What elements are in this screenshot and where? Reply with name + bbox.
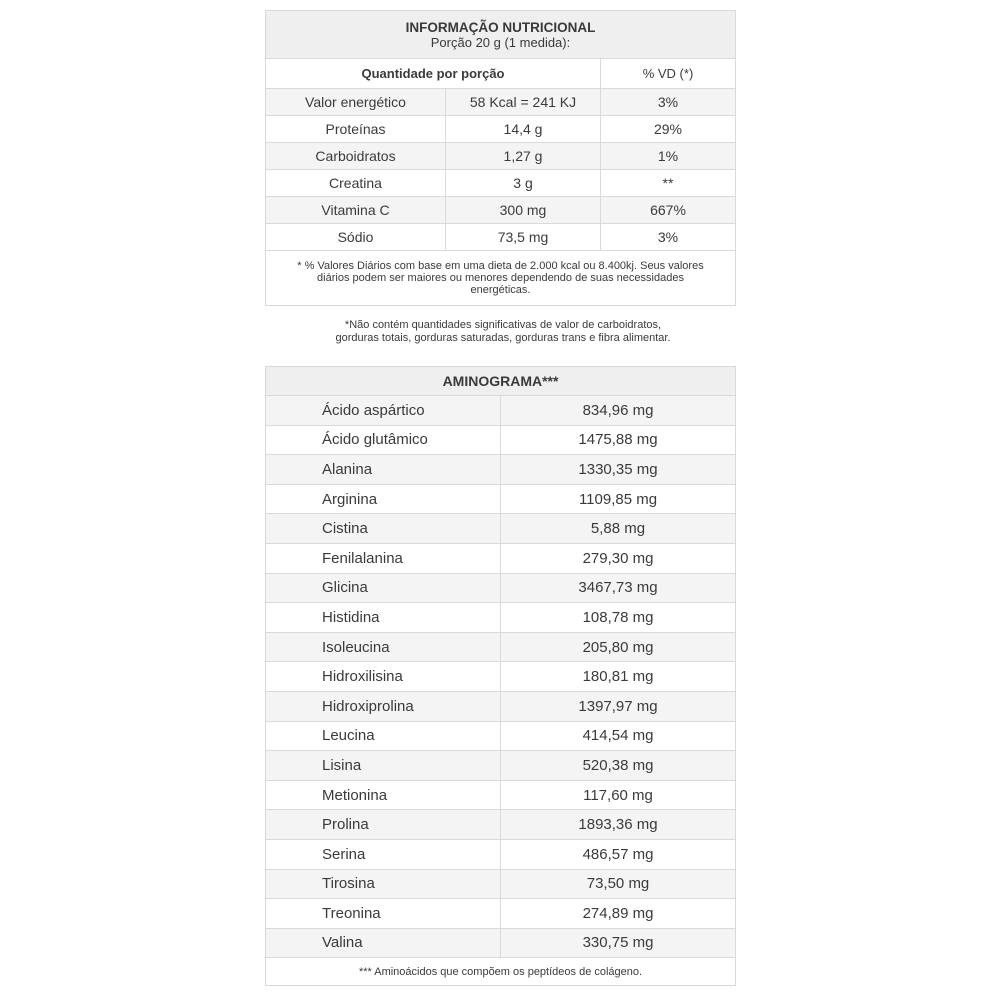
- nutrition-title-row: [266, 11, 736, 59]
- amino-row: [266, 455, 736, 485]
- nutrition-footnote-row: [266, 251, 736, 306]
- amino-acid-value: 834,96 mg: [501, 396, 736, 426]
- nutrient-amount: 73,5 mg: [446, 224, 601, 251]
- amino-acid-name: Hidroxiprolina: [266, 691, 501, 721]
- nutrient-name: Vitamina C: [266, 197, 446, 224]
- nutrition-row: [266, 197, 736, 224]
- amino-row: [266, 514, 736, 544]
- daily-values-footnote: * % Valores Diários com base em uma dieta de 2.000 kcal ou 8.400kj. Seus valores diários podem ser maiores ou menores dependendo de suas necessidades energéticas.: [266, 251, 736, 306]
- amino-acid-value: 117,60 mg: [501, 780, 736, 810]
- nutrition-facts-table: [265, 10, 735, 306]
- amino-acid-name: Alanina: [266, 455, 501, 485]
- amino-acid-name: Arginina: [266, 484, 501, 514]
- nutrient-vd: 29%: [601, 116, 736, 143]
- amino-acid-name: Metionina: [266, 780, 501, 810]
- amino-acid-name: Glicina: [266, 573, 501, 603]
- amino-acid-name: Cistina: [266, 514, 501, 544]
- nutrient-name: Carboidratos: [266, 143, 446, 170]
- nutrition-title: INFORMAÇÃO NUTRICIONAL: [405, 19, 596, 35]
- amino-acid-name: Hidroxilisina: [266, 662, 501, 692]
- amino-row: [266, 780, 736, 810]
- nutrition-row: [266, 170, 736, 197]
- amino-acid-value: 3467,73 mg: [501, 573, 736, 603]
- amino-acid-name: Tirosina: [266, 869, 501, 899]
- amino-row: [266, 396, 736, 426]
- aminogram-table: [265, 366, 735, 986]
- amino-acid-name: Serina: [266, 839, 501, 869]
- amino-row: [266, 603, 736, 633]
- amino-row: [266, 484, 736, 514]
- quantity-header: Quantidade por porção: [266, 59, 601, 89]
- amino-acid-name: Treonina: [266, 899, 501, 929]
- amino-row: [266, 899, 736, 929]
- nutrient-amount: 3 g: [446, 170, 601, 197]
- nutrient-name: Sódio: [266, 224, 446, 251]
- amino-acid-value: 205,80 mg: [501, 632, 736, 662]
- nutrient-vd: 3%: [601, 89, 736, 116]
- amino-row: [266, 691, 736, 721]
- portion-size: Porção 20 g (1 medida):: [430, 34, 571, 50]
- amino-row: [266, 869, 736, 899]
- aminogram-title-row: [266, 367, 736, 396]
- nutrition-header-row: [266, 59, 736, 89]
- amino-acid-value: 1893,36 mg: [501, 810, 736, 840]
- amino-row: [266, 425, 736, 455]
- amino-acid-value: 73,50 mg: [501, 869, 736, 899]
- nutrition-row: [266, 116, 736, 143]
- amino-acid-value: 1397,97 mg: [501, 691, 736, 721]
- amino-acid-value: 279,30 mg: [501, 543, 736, 573]
- aminogram-footnote: *** Aminoácidos que compõem os peptídeos de colágeno.: [266, 958, 736, 986]
- nutrition-row: [266, 89, 736, 116]
- amino-acid-value: 330,75 mg: [501, 928, 736, 958]
- nutrient-vd: 1%: [601, 143, 736, 170]
- amino-row: [266, 543, 736, 573]
- amino-row: [266, 928, 736, 958]
- amino-row: [266, 662, 736, 692]
- amino-acid-name: Ácido glutâmico: [266, 425, 501, 455]
- amino-row: [266, 839, 736, 869]
- nutrient-vd: 667%: [601, 197, 736, 224]
- aminogram-title: AMINOGRAMA***: [266, 367, 736, 396]
- amino-acid-name: Histidina: [266, 603, 501, 633]
- nutrient-amount: 300 mg: [446, 197, 601, 224]
- amino-acid-name: Leucina: [266, 721, 501, 751]
- note-line-1: *Não contém quantidades significativas de valor de carboidratos,: [344, 319, 662, 331]
- nutrient-amount: 14,4 g: [446, 116, 601, 143]
- amino-row: [266, 721, 736, 751]
- not-significant-note: [265, 319, 741, 345]
- amino-acid-value: 1330,35 mg: [501, 455, 736, 485]
- amino-acid-name: Ácido aspártico: [266, 396, 501, 426]
- amino-acid-name: Valina: [266, 928, 501, 958]
- amino-acid-name: Lisina: [266, 751, 501, 781]
- amino-acid-value: 1109,85 mg: [501, 484, 736, 514]
- nutrient-name: Creatina: [266, 170, 446, 197]
- amino-row: [266, 751, 736, 781]
- amino-acid-value: 520,38 mg: [501, 751, 736, 781]
- amino-acid-name: Fenilalanina: [266, 543, 501, 573]
- nutrient-vd: **: [601, 170, 736, 197]
- amino-acid-value: 180,81 mg: [501, 662, 736, 692]
- vd-header: % VD (*): [601, 59, 736, 89]
- amino-acid-name: Isoleucina: [266, 632, 501, 662]
- amino-acid-name: Prolina: [266, 810, 501, 840]
- amino-acid-value: 108,78 mg: [501, 603, 736, 633]
- amino-acid-value: 414,54 mg: [501, 721, 736, 751]
- amino-row: [266, 632, 736, 662]
- nutrient-amount: 58 Kcal = 241 KJ: [446, 89, 601, 116]
- nutrition-row: [266, 143, 736, 170]
- amino-acid-value: 1475,88 mg: [501, 425, 736, 455]
- nutrient-name: Proteínas: [266, 116, 446, 143]
- amino-row: [266, 810, 736, 840]
- note-line-2: gorduras totais, gorduras saturadas, gorduras trans e fibra alimentar.: [335, 332, 671, 344]
- nutrient-amount: 1,27 g: [446, 143, 601, 170]
- aminogram-footnote-row: [266, 958, 736, 986]
- nutrient-name: Valor energético: [266, 89, 446, 116]
- nutrient-vd: 3%: [601, 224, 736, 251]
- amino-row: [266, 573, 736, 603]
- amino-acid-value: 486,57 mg: [501, 839, 736, 869]
- amino-acid-value: 274,89 mg: [501, 899, 736, 929]
- nutrition-row: [266, 224, 736, 251]
- amino-acid-value: 5,88 mg: [501, 514, 736, 544]
